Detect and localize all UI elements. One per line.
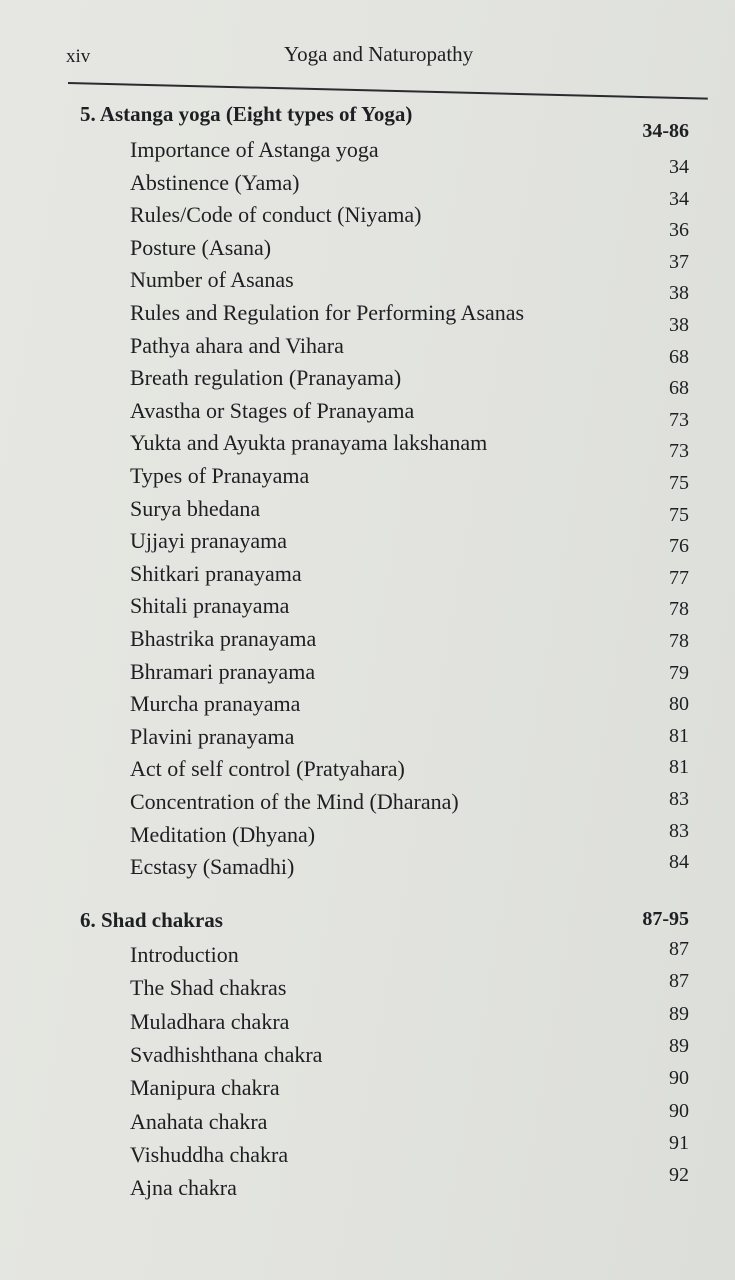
toc-entry-title: Shitali pranayama	[130, 593, 290, 619]
toc-entry-title: Shitkari pranayama	[130, 560, 302, 586]
toc-entry-page: 90	[669, 1099, 689, 1122]
section-title: 5. Astanga yoga (Eight types of Yoga)	[80, 102, 413, 126]
toc-entry-page: 76	[669, 535, 689, 558]
toc-entry-page: 78	[669, 630, 689, 652]
toc-entry-title: Svadhishthana chakra	[130, 1041, 323, 1067]
toc-entry-page: 73	[669, 408, 689, 431]
toc-entry-page: 75	[669, 503, 689, 526]
toc-entry-title: Ecstasy (Samadhi)	[130, 854, 295, 880]
toc-entry-title: Types of Pranayama	[130, 463, 310, 488]
toc-entry-title: Ajna chakra	[130, 1175, 237, 1201]
toc-entry-page: 75	[669, 472, 689, 494]
toc-entry-page: 38	[669, 314, 689, 336]
toc-entry-title: Posture (Asana)	[130, 234, 272, 260]
toc-entry-page: 90	[669, 1067, 689, 1090]
toc-entry-title: Importance of Astanga yoga	[130, 137, 379, 162]
toc-entry-title: Meditation (Dhyana)	[130, 821, 316, 847]
toc-entry-title: Breath regulation (Pranayama)	[130, 365, 402, 391]
toc-entry-title: Yukta and Ayukta pranayama lakshanam	[130, 430, 488, 456]
toc-entry-title: Murcha pranayama	[130, 691, 301, 717]
section-page-range: 87-95	[642, 908, 689, 930]
toc-entry-page: 81	[669, 724, 689, 747]
toc-entry-title: Vishuddha chakra	[130, 1141, 289, 1167]
toc-entry-page: 83	[669, 788, 689, 810]
toc-entry-page: 79	[669, 661, 689, 684]
toc-entry-title: Bhastrika pranayama	[130, 626, 317, 651]
toc-entry-page: 87	[669, 938, 689, 960]
toc-entry-page: 92	[669, 1164, 689, 1187]
toc-entry-title: Surya bhedana	[130, 495, 261, 521]
toc-entry-title: Pathya ahara and Vihara	[130, 332, 344, 358]
toc-entry-title: Rules and Regulation for Performing Asanas	[130, 300, 525, 325]
toc-entry-page: 78	[669, 598, 689, 621]
toc-entry-title: Plavini pranayama	[130, 723, 295, 749]
toc-entry-page: 37	[669, 250, 689, 273]
toc-entry-title: Muladhara chakra	[130, 1008, 290, 1034]
toc-entry-title: Manipura chakra	[130, 1075, 280, 1101]
toc-entry-page: 68	[669, 345, 689, 368]
toc-entry-page: 73	[669, 440, 689, 463]
page-number: xiv	[66, 46, 91, 67]
toc-entry-page: 34	[669, 187, 689, 210]
toc-entry-title: Rules/Code of conduct (Niyama)	[130, 202, 422, 228]
toc-entry-title: Abstinence (Yama)	[130, 169, 300, 195]
toc-entry-title: The Shad chakras	[130, 975, 287, 1001]
toc-entry-title: Number of Asanas	[130, 267, 294, 293]
section-page-range: 34-86	[642, 120, 689, 142]
toc-entry-title: Concentration of the Mind (Dharana)	[130, 789, 459, 814]
toc-entry-page: 77	[669, 566, 689, 589]
toc-entry-title: Bhramari pranayama	[130, 658, 316, 684]
toc-entry-page: 68	[669, 377, 689, 400]
toc-entry-page: 80	[669, 693, 689, 716]
section-title: 6. Shad chakras	[80, 908, 223, 932]
toc-entry-title: Act of self control (Pratyahara)	[130, 756, 405, 782]
book-title: Yoga and Naturopathy	[284, 42, 474, 66]
toc-entry-title: Introduction	[130, 942, 239, 967]
toc-entry-page: 91	[669, 1131, 689, 1154]
toc-entry-page: 89	[669, 1002, 689, 1025]
toc-entry-page: 36	[669, 219, 689, 242]
toc-entry-page: 87	[669, 970, 689, 993]
toc-entry-page: 84	[669, 851, 689, 874]
toc-entry-title: Avastha or Stages of Pranayama	[130, 397, 415, 423]
toc-entry-page: 89	[669, 1034, 689, 1057]
toc-entry-title: Anahata chakra	[130, 1108, 268, 1134]
toc-entry-title: Ujjayi pranayama	[130, 528, 287, 554]
toc-entry-page: 81	[669, 756, 689, 779]
toc-entry-page: 83	[669, 819, 689, 842]
toc-entry-page: 38	[669, 282, 689, 305]
toc-entry-page: 34	[669, 156, 689, 178]
